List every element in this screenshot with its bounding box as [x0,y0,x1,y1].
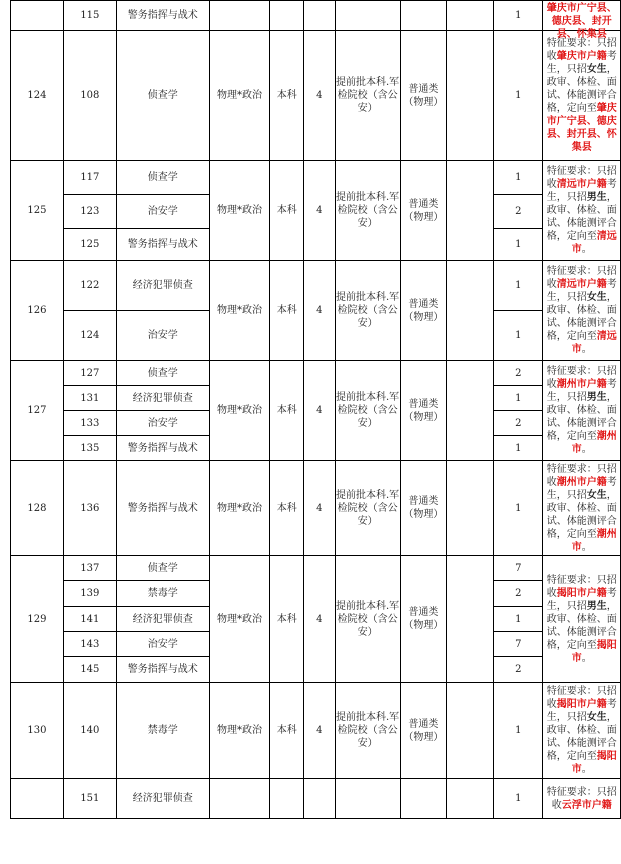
study-years: 4 [304,683,335,779]
study-years: 4 [304,556,335,683]
requirement-text: 肇庆市户籍 [556,51,607,62]
requirement-text: 考生，只招 [546,476,617,501]
exam-type: 普通类（物理） [400,461,446,556]
requirement-text: 清远市户籍 [556,279,607,290]
requirement-text: 揭阳市户籍 [556,587,607,599]
special-requirements [543,31,621,161]
requirement-text: 女生 [586,712,607,723]
requirement-text: ，政审、体检、面试、体能测评合格，定向至 [546,489,617,540]
blank-cell [447,161,494,261]
batch [335,1,400,31]
group-number: 129 [11,556,64,683]
requirement-text: 。 [581,764,592,775]
major-name: 警务指挥与战术 [116,657,209,683]
plan-count: 2 [494,361,543,386]
blank-cell [447,779,494,819]
subject-requirement: 物理*政治 [209,161,270,261]
major-code: 115 [63,1,116,31]
plan-count: 1 [494,229,543,261]
table-row [11,779,621,819]
major-code: 133 [63,411,116,436]
requirement-text: 女生 [586,489,607,501]
requirement-text: 潮州市 [571,431,617,455]
study-years [304,779,335,819]
major-code: 137 [63,556,116,581]
batch: 提前批本科.军检院校（含公安） [335,361,400,461]
special-requirements [543,779,621,819]
requirement-text: 特征要求：只招收 [546,38,617,62]
major-name: 禁毒学 [116,683,209,779]
exam-type: 普通类（物理） [400,556,446,683]
major-name: 治安学 [116,411,209,436]
major-code: 124 [63,311,116,361]
exam-type [400,779,446,819]
requirement-text: 男生 [586,192,607,203]
table-row [11,31,621,161]
study-years: 4 [304,31,335,161]
requirement-text: 揭阳市户籍 [556,699,607,710]
requirement-text: 揭阳市 [571,639,617,664]
requirement-text: ，政审、体检、面试、体能测评合格，定向至 [546,192,617,242]
subject-requirement: 物理*政治 [209,31,270,161]
plan-count: 1 [494,461,543,556]
requirement-text: 特征要求：只招收 [546,686,617,710]
major-name: 侦查学 [116,31,209,161]
blank-cell [447,361,494,461]
requirement-text: 潮州市 [571,528,617,553]
subject-requirement: 物理*政治 [209,461,270,556]
major-code: 108 [63,31,116,161]
requirement-text: 。 [581,344,592,355]
major-name: 治安学 [116,632,209,657]
subject-requirement: 物理*政治 [209,683,270,779]
blank-cell [447,261,494,361]
major-code: 135 [63,436,116,461]
subject-requirement: 物理*政治 [209,361,270,461]
major-name: 侦查学 [116,361,209,386]
major-code: 145 [63,657,116,683]
major-name: 经济犯罪侦查 [116,261,209,311]
plan-count: 7 [494,632,543,657]
table-row [11,461,621,556]
plan-count: 1 [494,779,543,819]
blank-cell [447,31,494,161]
major-code: 122 [63,261,116,311]
blank-cell [447,461,494,556]
requirement-text: 揭阳市 [571,751,617,775]
major-name: 经济犯罪侦查 [116,386,209,411]
requirement-text: 。 [581,444,592,455]
major-name: 侦查学 [116,556,209,581]
requirement-text: 男生 [586,600,607,612]
major-name: 禁毒学 [116,581,209,607]
plan-count: 1 [494,386,543,411]
major-code: 131 [63,386,116,411]
plan-count: 1 [494,1,543,31]
education-level: 本科 [270,31,304,161]
requirement-text: 清远市 [571,231,617,255]
group-number: 127 [11,361,64,461]
requirement-text: 清远市户籍 [556,179,607,190]
requirement-text: 潮州市户籍 [556,476,607,488]
major-name: 警务指挥与战术 [116,461,209,556]
requirement-text: 女生 [586,64,607,75]
plan-count: 2 [494,411,543,436]
major-name: 经济犯罪侦查 [116,779,209,819]
major-code: 140 [63,683,116,779]
plan-count: 1 [494,261,543,311]
batch: 提前批本科.军检院校（含公安） [335,31,400,161]
batch: 提前批本科.军检院校（含公安） [335,161,400,261]
special-requirements [543,361,621,461]
special-requirements [543,161,621,261]
table-row [11,1,621,31]
major-code: 141 [63,607,116,632]
blank-cell [447,683,494,779]
plan-count: 1 [494,436,543,461]
plan-count: 1 [494,607,543,632]
special-requirements [543,261,621,361]
requirement-text: 考生，只招 [546,279,617,303]
major-code: 151 [63,779,116,819]
batch: 提前批本科.军检院校（含公安） [335,461,400,556]
requirement-text: 特征要求：只招收 [546,266,617,290]
group-number [11,1,64,31]
blank-cell [447,1,494,31]
exam-type: 普通类（物理） [400,361,446,461]
requirement-text: 考生，只招 [546,51,617,75]
requirement-text: 考生，只招 [546,587,617,612]
major-code: 125 [63,229,116,261]
major-code: 117 [63,161,116,195]
group-number: 128 [11,461,64,556]
requirement-text: ，政审、体检、面试、体能测评合格，定向至 [546,64,617,114]
subject-requirement: 物理*政治 [209,556,270,683]
major-code: 139 [63,581,116,607]
requirement-text: 考生，只招 [546,699,617,723]
requirement-text: 肇庆市广宁县、德庆县、封开县、怀集县 [546,103,617,153]
batch: 提前批本科.军检院校（含公安） [335,683,400,779]
subject-requirement: 物理*政治 [209,261,270,361]
education-level: 本科 [270,556,304,683]
table-row [11,261,621,311]
subject-requirement [209,1,270,31]
batch: 提前批本科.军检院校（含公安） [335,261,400,361]
group-number: 126 [11,261,64,361]
major-name: 侦查学 [116,161,209,195]
requirement-text: 考生，只招 [546,379,617,403]
enrollment-table [10,0,621,819]
requirement-text: 清远市 [571,331,617,355]
requirement-text: 特征要求：只招收 [546,166,617,190]
group-number: 125 [11,161,64,261]
major-name: 治安学 [116,195,209,229]
plan-count: 1 [494,31,543,161]
plan-count: 1 [494,311,543,361]
exam-type: 普通类（物理） [400,31,446,161]
study-years: 4 [304,161,335,261]
major-code: 127 [63,361,116,386]
requirement-text: 特征要求：只招收 [546,786,617,811]
education-level [270,1,304,31]
special-requirements [543,683,621,779]
major-code: 123 [63,195,116,229]
exam-type [400,1,446,31]
requirement-text: 特征要求：只招收 [546,366,617,390]
requirement-text: 。 [581,541,592,553]
requirement-text: 女生 [586,292,607,303]
study-years: 4 [304,461,335,556]
major-name: 治安学 [116,311,209,361]
table-row [11,361,621,386]
requirement-text: ，政审、体检、面试、体能测评合格，定向至 [546,292,617,342]
plan-count: 7 [494,556,543,581]
requirement-text: 云浮市户籍 [561,799,612,811]
group-number [11,779,64,819]
major-code: 143 [63,632,116,657]
subject-requirement [209,779,270,819]
education-level: 本科 [270,161,304,261]
exam-type: 普通类（物理） [400,161,446,261]
requirement-text: 考生，只招 [546,179,617,203]
plan-count: 1 [494,683,543,779]
table-row [11,161,621,195]
table-row [11,683,621,779]
requirement-text: 肇庆市广宁县、德庆县、封开县、怀集县 [546,2,617,40]
blank-cell [447,556,494,683]
batch [335,779,400,819]
education-level: 本科 [270,261,304,361]
study-years: 4 [304,361,335,461]
table-row [11,556,621,581]
requirement-text: ，政审、体检、面试、体能测评合格，定向至 [546,600,617,651]
requirement-text: 潮州市户籍 [556,379,607,390]
requirement-text: 。 [581,244,592,255]
education-level: 本科 [270,461,304,556]
major-name: 警务指挥与战术 [116,229,209,261]
study-years: 4 [304,261,335,361]
plan-count: 1 [494,161,543,195]
batch: 提前批本科.军检院校（含公安） [335,556,400,683]
major-code: 136 [63,461,116,556]
requirement-text: 特征要求：只招收 [546,574,617,599]
major-name: 警务指挥与战术 [116,1,209,31]
study-years [304,1,335,31]
plan-count: 2 [494,195,543,229]
major-name: 警务指挥与战术 [116,436,209,461]
requirement-text: 。 [581,652,592,664]
plan-count: 2 [494,581,543,607]
requirement-text: 特征要求：只招收 [546,463,617,488]
education-level: 本科 [270,361,304,461]
special-requirements [543,461,621,556]
education-level: 本科 [270,683,304,779]
requirement-text: ，政审、体检、面试、体能测评合格，定向至 [546,712,617,762]
requirement-text: ，政审、体检、面试、体能测评合格，定向至 [546,392,617,442]
plan-count: 2 [494,657,543,683]
special-requirements [543,556,621,683]
major-name: 经济犯罪侦查 [116,607,209,632]
exam-type: 普通类（物理） [400,261,446,361]
education-level [270,779,304,819]
group-number: 130 [11,683,64,779]
group-number: 124 [11,31,64,161]
special-requirements [543,1,621,40]
requirement-text: 男生 [586,392,607,403]
exam-type: 普通类（物理） [400,683,446,779]
